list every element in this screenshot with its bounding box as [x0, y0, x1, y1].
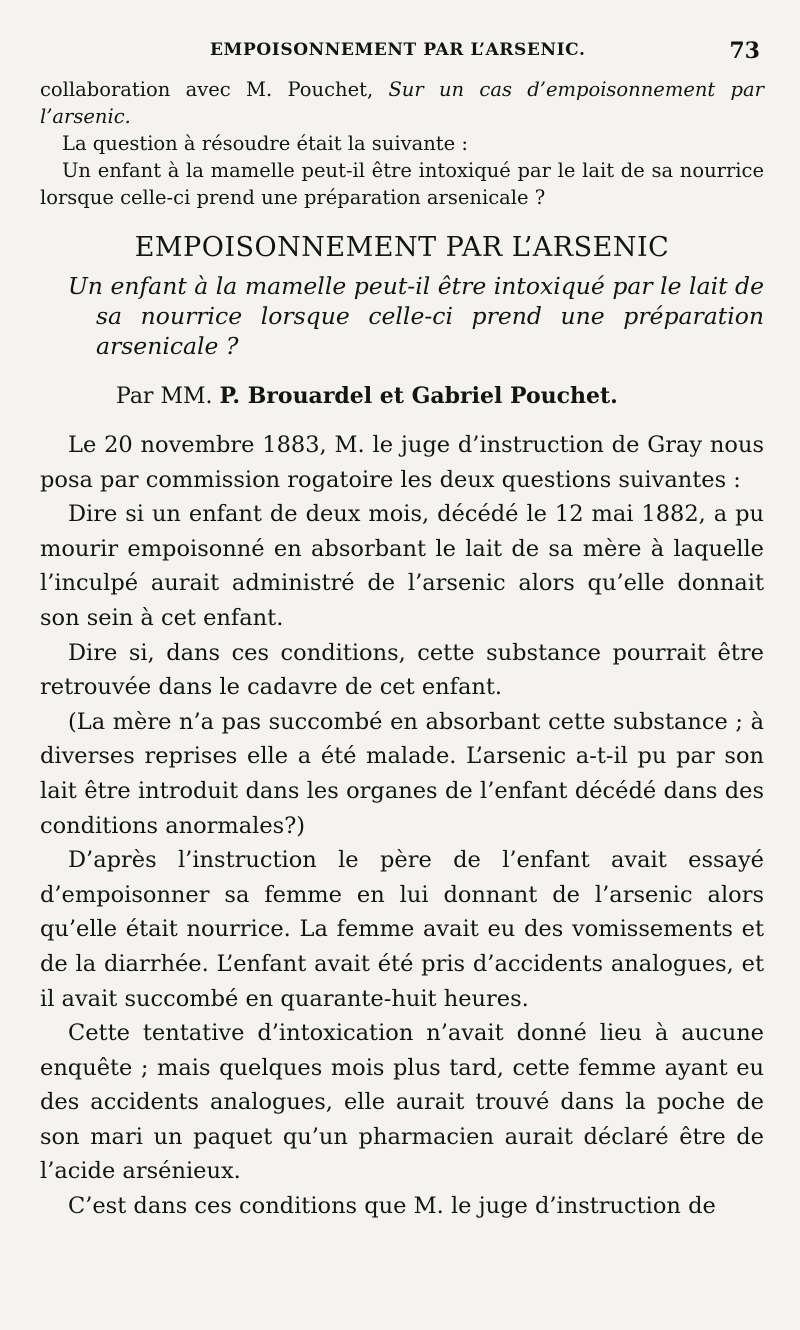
paragraph: (La mère n’a pas succombé en absorbant cette substance ; à diverses reprises elle a été malade. L’arsenic a-t-il pu par son lait être introduit dans les organes de l’enfant décédé dans des conditions anormales?): [40, 708, 764, 839]
previous-section-end: [40, 76, 764, 211]
paragraph: Dire si, dans ces conditions, cette substance pourrait être retrouvée dans le cadavre de cet enfant.: [40, 639, 764, 701]
question-text: Un enfant à la mamelle peut-il être intoxiqué par le lait de sa nourrice lorsque celle-ci prend une préparation arsenicale ?: [40, 159, 764, 209]
paragraph: Le 20 novembre 1883, M. le juge d’instruction de Gray nous posa par commission rogatoire les deux questions suivantes :: [40, 432, 764, 493]
paragraph: Cette tentative d’intoxication n’avait donné lieu à aucune enquête ; mais quelques mois plus tard, cette femme ayant eu des accidents analogues, elle aurait trouvé dans la poche de son mari un paquet qu’un pharmacien aurait déclaré être de l’acide arsénieux.: [40, 1020, 764, 1185]
article-subtitle: Un enfant à la mamelle peut-il être intoxiqué par le lait de sa nourrice lorsque celle-ci prend une préparation arsenicale ?: [68, 272, 764, 360]
continued-paragraph: [40, 76, 764, 130]
page-number: 73: [729, 38, 760, 64]
question-intro: La question à résoudre était la suivante :: [62, 132, 468, 155]
cited-title: Sur un cas d’empoisonnement par l’arsenic.: [40, 78, 764, 128]
byline-authors: P. Brouardel et Gabriel Pouchet.: [219, 383, 618, 409]
continued-text: collaboration avec M. Pouchet,: [40, 78, 389, 101]
article-body: [40, 428, 764, 1224]
article-title: EMPOISONNEMENT PAR L’ARSENIC: [134, 232, 670, 263]
paragraph: Dire si un enfant de deux mois, décédé le 12 mai 1882, a pu mourir empoisonné en absorbant le lait de sa mère à laquelle l’inculpé aurait administré de l’arsenic alors qu’elle donnait son sein à cet enfant.: [40, 501, 764, 631]
page-body: [40, 76, 764, 1224]
byline: [40, 381, 764, 412]
byline-prefix: Par MM.: [116, 384, 220, 409]
running-title: EMPOISONNEMENT PAR L’ARSENIC.: [210, 40, 586, 60]
subtitle-block: [40, 271, 764, 361]
paragraph: C’est dans ces conditions que M. le juge d’instruction de: [68, 1193, 716, 1220]
paragraph: D’après l’instruction le père de l’enfant avait essayé d’empoisonner sa femme en lui donnant de l’arsenic alors qu’elle était nourrice. La femme avait eu des vomissements et de la diarrhée. L’enfant avait été pris d’accidents analogues, et il avait succombé en quarante-huit heures.: [40, 847, 764, 1012]
running-head: [40, 38, 764, 64]
